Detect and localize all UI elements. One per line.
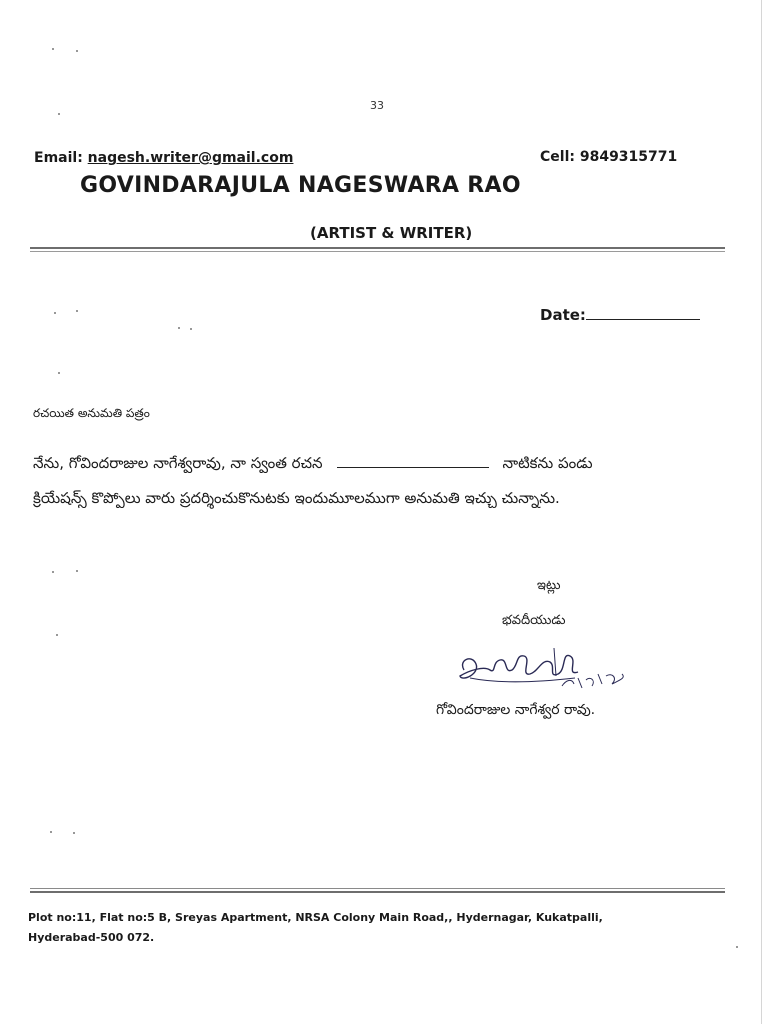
scan-speck <box>736 946 738 948</box>
date-label: Date: <box>540 306 586 324</box>
letterhead-role: (ARTIST & WRITER) <box>310 224 473 242</box>
page-number: 33 <box>370 99 384 112</box>
closing-line-2: భవదీయుడు <box>502 613 566 628</box>
footer-address <box>28 908 708 948</box>
letterhead-name: GOVINDARAJULA NAGESWARA RAO <box>80 173 521 198</box>
date-blank-line <box>586 305 700 320</box>
address-line-2: Hyderabad-500 072. <box>28 931 155 944</box>
closing-line-1: ఇట్లు <box>537 578 561 593</box>
body-line-1 <box>33 453 593 476</box>
scan-speck <box>73 832 75 834</box>
signatory-name: గోవిందరాజుల నాగేశ్వర రావు. <box>436 702 596 718</box>
footer-divider <box>30 888 725 893</box>
email-line <box>34 150 293 166</box>
letter-subject: రచయిత అనుమతి పత్రం <box>33 406 150 420</box>
body-line-2: క్రియేషన్స్ కొప్పోలు వారు ప్రదర్శించుకొనుటకు ఇందుమూలముగా అనుమతి ఇచ్చు చున్నాను. <box>33 489 560 507</box>
body-line-1-start: నేను, గోవిందరాజుల నాగేశ్వరావు, నా స్వంత రచన <box>33 454 323 472</box>
address-line-1: Plot no:11, Flat no:5 B, Sreyas Apartment, NRSA Colony Main Road,, Hydernagar, Kukatpalli, <box>28 911 603 924</box>
scan-speck <box>76 50 78 52</box>
email-label: Email: <box>34 150 83 166</box>
body-line-1-end: నాటికను పండు <box>502 454 593 472</box>
date-field <box>540 305 700 324</box>
email-address: nagesh.writer@gmail.com <box>87 150 294 166</box>
scan-speck <box>54 312 56 314</box>
scan-speck <box>178 327 180 329</box>
scan-speck <box>50 831 52 833</box>
header-divider <box>30 247 725 252</box>
scan-edge <box>761 0 762 1024</box>
scan-speck <box>58 372 60 374</box>
scan-speck <box>56 634 58 636</box>
scan-speck <box>76 570 78 572</box>
scan-speck <box>190 328 192 330</box>
scan-speck <box>52 571 54 573</box>
handwritten-signature <box>450 640 630 696</box>
cell-number: Cell: 9849315771 <box>540 149 678 165</box>
scan-speck <box>58 113 60 115</box>
scan-speck <box>76 310 78 312</box>
scan-speck <box>52 48 54 50</box>
title-blank-line <box>337 453 489 468</box>
